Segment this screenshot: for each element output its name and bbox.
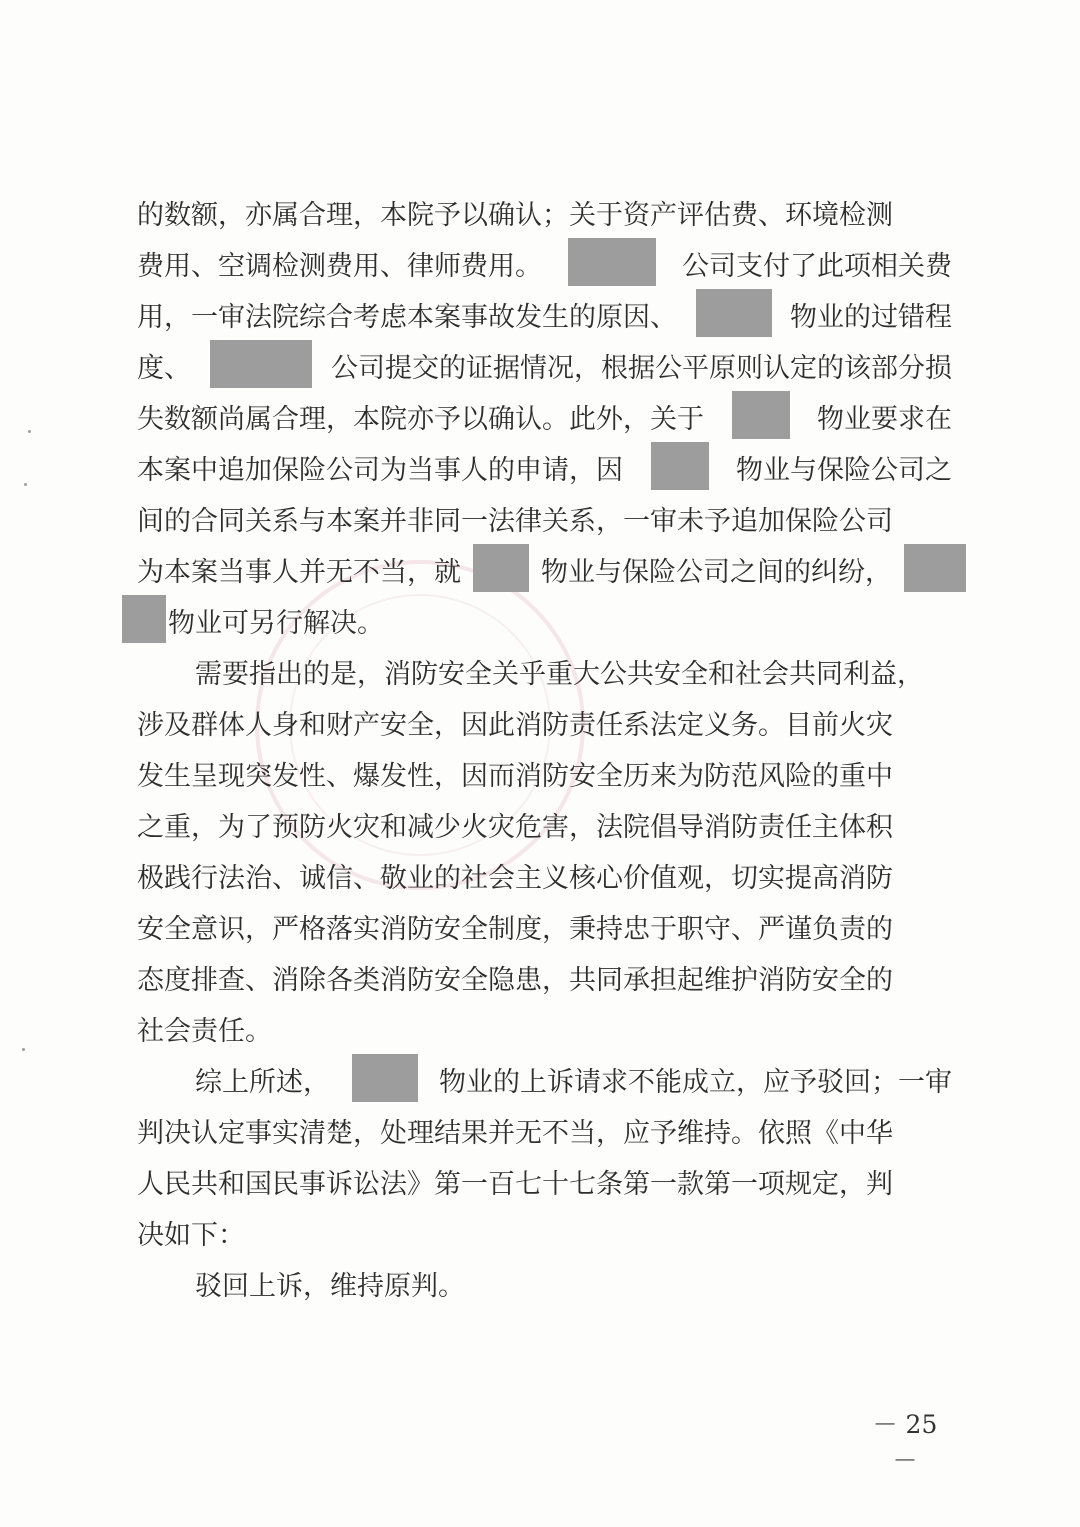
text-segment: 本案中追加保险公司为当事人的申请，因 bbox=[137, 455, 623, 486]
text-line bbox=[137, 853, 952, 904]
text-segment: 人民共和国民事诉讼法》第一百七十七条第一款第一项规定，判 bbox=[137, 1169, 893, 1200]
scan-speck bbox=[28, 430, 31, 433]
text-line bbox=[137, 1210, 952, 1261]
text-segment: 安全意识，严格落实消防安全制度，秉持忠于职守、严谨负责的 bbox=[137, 914, 893, 945]
redaction-block bbox=[352, 1054, 418, 1102]
text-segment: 态度排查、消除各类消防安全隐患，共同承担起维护消防安全的 bbox=[137, 965, 893, 996]
text-line bbox=[137, 700, 952, 751]
text-segment: 的数额，亦属合理，本院予以确认；关于资产评估费、环境检测 bbox=[137, 200, 893, 231]
redaction-block bbox=[651, 442, 709, 490]
text-segment: 判决认定事实清楚，处理结果并无不当，应予维持。依照《中华 bbox=[137, 1118, 893, 1149]
text-line bbox=[137, 904, 952, 955]
text-segment: 间的合同关系与本案并非同一法律关系，一审未予追加保险公司 bbox=[137, 506, 893, 537]
paragraph-first-line bbox=[137, 1057, 952, 1108]
text-line bbox=[137, 343, 952, 394]
judgment-body bbox=[137, 190, 952, 1312]
text-segment: 物业的上诉请求不能成立，应予驳回；一审 bbox=[439, 1067, 952, 1098]
text-line bbox=[122, 598, 952, 649]
paragraph-first-line bbox=[137, 649, 952, 700]
text-segment: 物业与保险公司之 bbox=[736, 455, 952, 486]
page-number: － 25 － bbox=[872, 1410, 938, 1475]
text-line bbox=[137, 496, 952, 547]
text-segment: 极践行法治、诚信、敬业的社会主义核心价值观，切实提高消防 bbox=[137, 863, 893, 894]
text-segment: 度、 bbox=[137, 353, 191, 384]
text-segment: 公司支付了此项相关费 bbox=[682, 251, 952, 282]
text-line bbox=[137, 1108, 952, 1159]
redaction-block bbox=[473, 544, 529, 592]
text-line bbox=[137, 1006, 952, 1057]
text-segment: 物业的过错程 bbox=[790, 302, 952, 333]
redaction-block bbox=[210, 340, 312, 388]
text-line bbox=[137, 190, 952, 241]
text-segment: 物业可另行解决。 bbox=[168, 608, 384, 639]
text-line bbox=[137, 241, 952, 292]
redaction-block bbox=[122, 595, 166, 643]
text-segment: 综上所述， bbox=[195, 1067, 330, 1098]
text-segment: 费用、空调检测费用、律师费用。 bbox=[137, 251, 542, 282]
text-line bbox=[137, 445, 952, 496]
scan-speck bbox=[22, 1048, 25, 1051]
text-segment: 之重，为了预防火灾和减少火灾危害，法院倡导消防责任主体积 bbox=[137, 812, 893, 843]
redaction-block bbox=[696, 289, 772, 337]
text-segment: 社会责任。 bbox=[137, 1016, 272, 1047]
text-segment: 物业要求在 bbox=[817, 404, 952, 435]
text-segment: 用，一审法院综合考虑本案事故发生的原因、 bbox=[137, 302, 677, 333]
text-segment: 驳回上诉，维持原判。 bbox=[195, 1271, 465, 1302]
text-line bbox=[137, 1159, 952, 1210]
text-line bbox=[137, 955, 952, 1006]
text-line bbox=[137, 802, 952, 853]
text-line bbox=[137, 394, 952, 445]
text-segment: 物业与保险公司之间的纠纷， bbox=[541, 557, 892, 588]
text-segment: 决如下： bbox=[137, 1220, 245, 1251]
text-segment: 公司提交的证据情况，根据公平原则认定的该部分损 bbox=[331, 353, 952, 384]
text-segment: 涉及群体人身和财产安全，因此消防责任系法定义务。目前火灾 bbox=[137, 710, 893, 741]
text-line bbox=[137, 292, 952, 343]
text-segment: 失数额尚属合理，本院亦予以确认。此外，关于 bbox=[137, 404, 704, 435]
text-line bbox=[137, 751, 952, 802]
redaction-block bbox=[732, 391, 790, 439]
paragraph-first-line bbox=[137, 1261, 952, 1312]
scan-speck bbox=[24, 483, 27, 486]
redaction-block bbox=[568, 238, 656, 286]
text-segment: 发生呈现突发性、爆发性，因而消防安全历来为防范风险的重中 bbox=[137, 761, 893, 792]
text-line bbox=[137, 547, 966, 598]
text-segment: 需要指出的是，消防安全关乎重大公共安全和社会共同利益， bbox=[195, 659, 924, 690]
text-segment: 为本案当事人并无不当，就 bbox=[137, 557, 461, 588]
redaction-block bbox=[904, 544, 966, 592]
